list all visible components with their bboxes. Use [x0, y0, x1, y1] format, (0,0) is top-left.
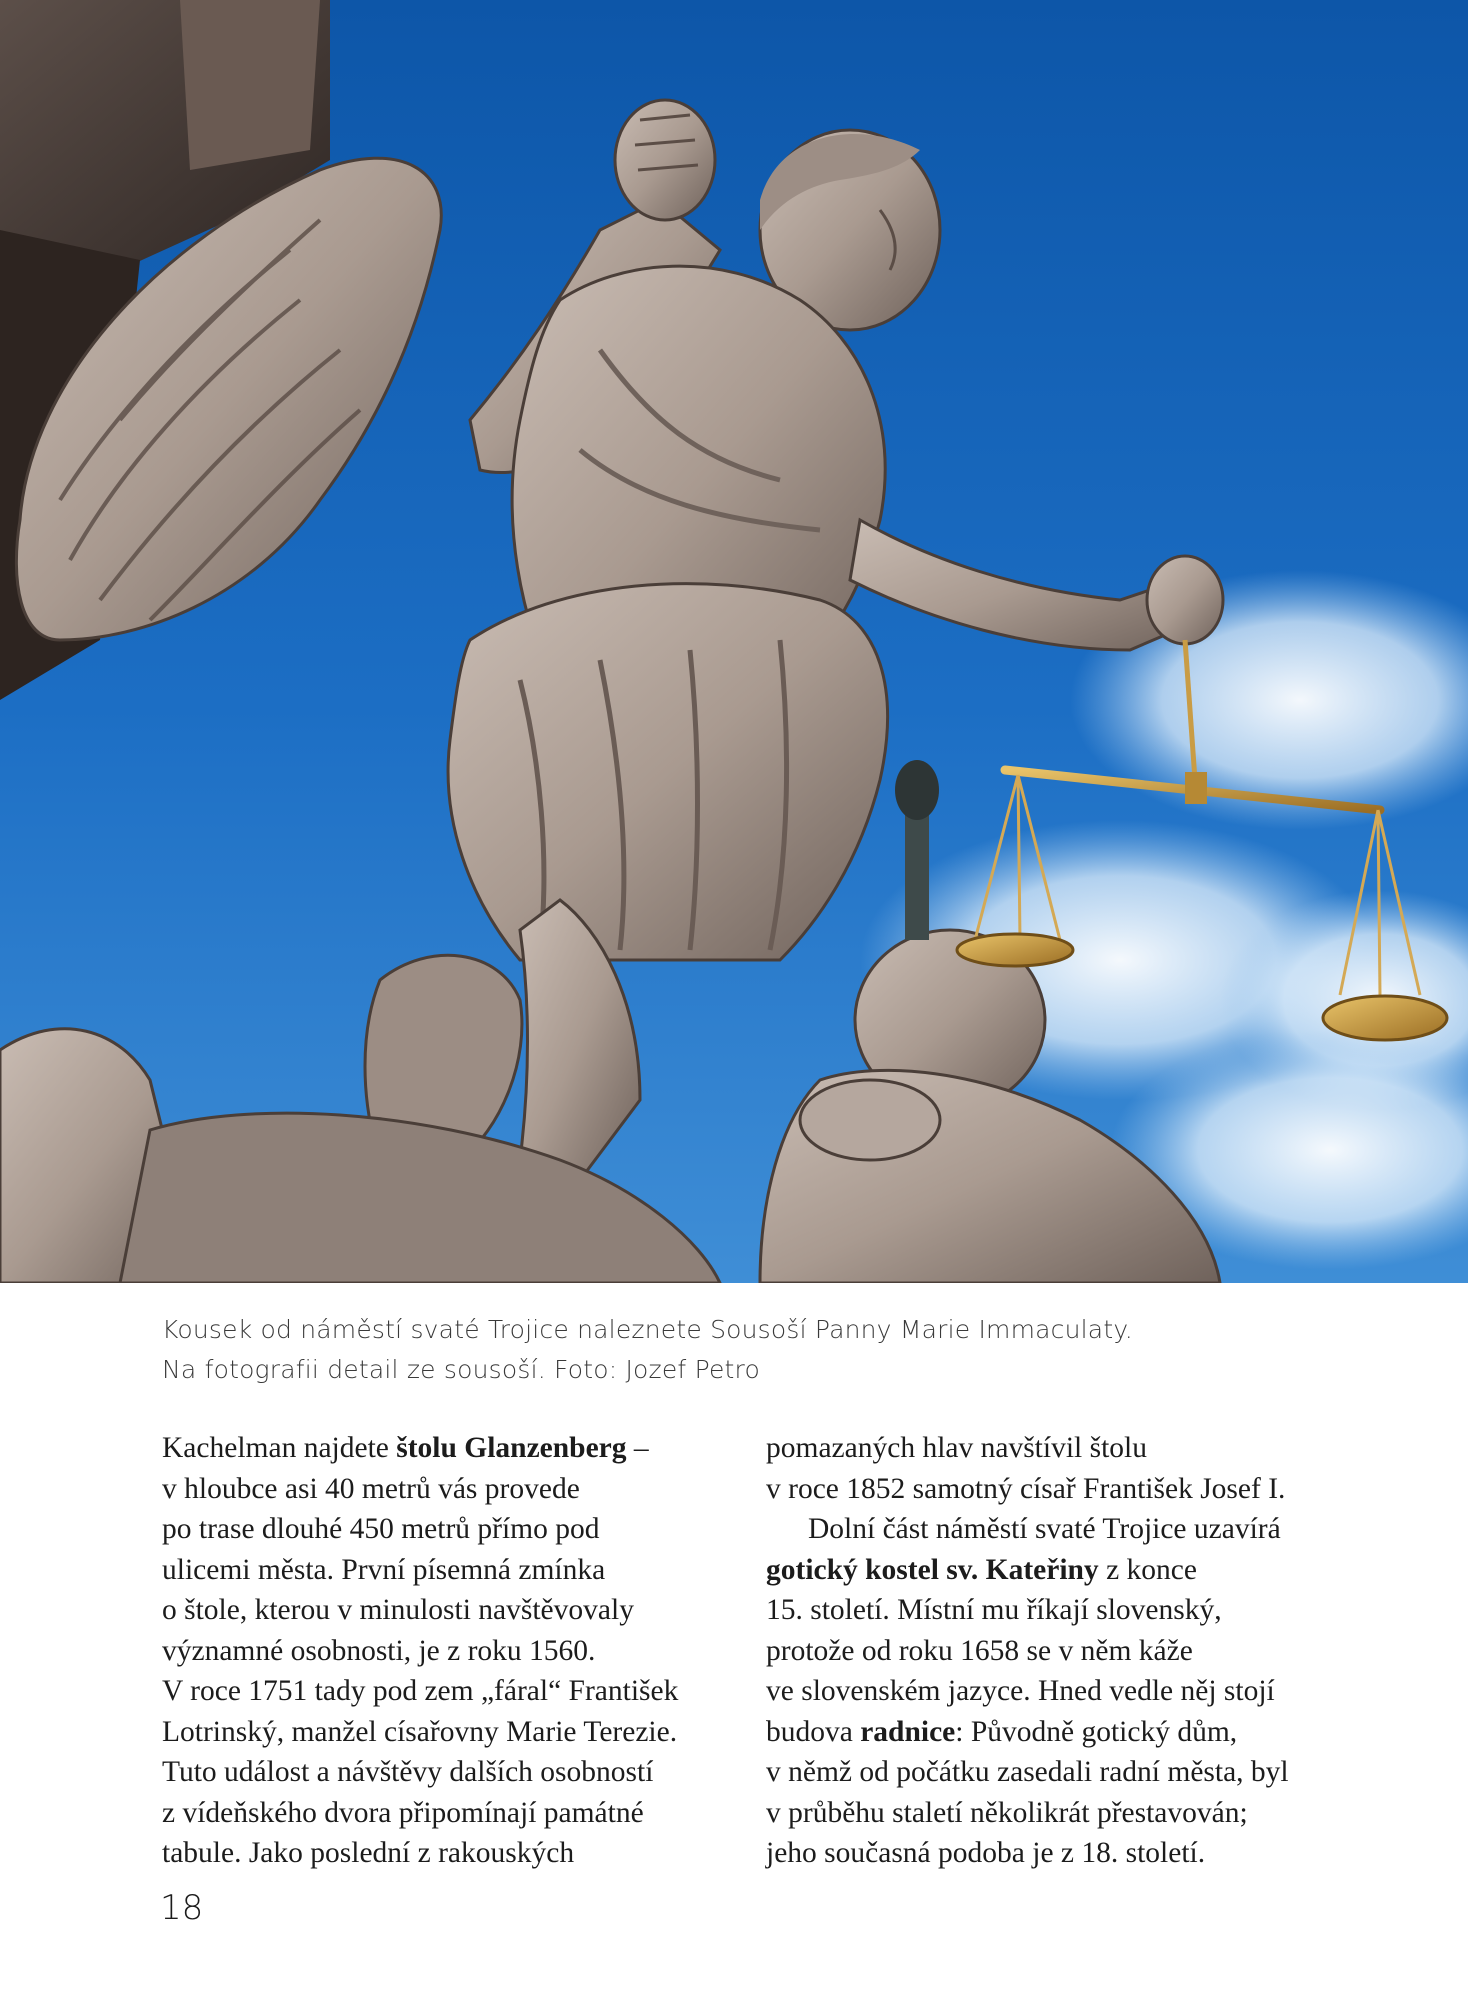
body-column-left — [162, 1428, 722, 1874]
page-number: 18 — [160, 1888, 204, 1928]
body-line: Dolní část náměstí svaté Trojice uzavírá — [808, 1513, 1281, 1545]
body-line: tabule. Jako poslední z rakouských — [162, 1837, 575, 1869]
photo-caption — [162, 1310, 1362, 1390]
body-text: z konce — [1098, 1553, 1197, 1586]
body-text: budova — [766, 1715, 861, 1748]
body-line: 15. století. Místní mu říkají slovenský, — [766, 1594, 1222, 1626]
body-line: ulicemi města. První písemná zmínka — [162, 1553, 606, 1586]
body-line: v němž od počátku zasedali radní města, byl — [766, 1756, 1289, 1788]
body-line: V roce 1751 tady pod zem „fáral“ František — [162, 1675, 679, 1707]
body-text: : Původně gotický dům, — [955, 1715, 1238, 1748]
body-line: v hloubce asi 40 metrů vás provede — [162, 1472, 580, 1505]
body-line: Lotrinský, manžel císařovny Marie Terezie. — [162, 1715, 678, 1748]
body-line: významné osobnosti, je z roku 1560. — [162, 1634, 596, 1667]
body-line: v průběhu staletí několikrát přestavován; — [766, 1796, 1248, 1829]
caption-line: Na fotografii detail ze sousoší. Foto: Jozef Petro — [162, 1355, 760, 1384]
caption-line: Kousek od náměstí svaté Trojice naleznete Sousoší Panny Marie Immaculaty. — [162, 1315, 1133, 1344]
body-line — [766, 1550, 1326, 1591]
highlight-town-hall: radnice — [860, 1715, 956, 1748]
body-line: Tuto událost a návštěvy dalších osobností — [162, 1756, 654, 1788]
body-line: v roce 1852 samotný císař František Josef I. — [766, 1472, 1286, 1505]
body-line — [162, 1428, 722, 1469]
body-line: ve slovenském jazyce. Hned vedle něj stojí — [766, 1675, 1275, 1707]
body-line: po trase dlouhé 450 metrů přímo pod — [162, 1513, 600, 1545]
body-line: o štole, kterou v minulosti navštěvovaly — [162, 1594, 634, 1626]
body-column-right — [766, 1428, 1326, 1874]
body-line: protože od roku 1658 se v něm káže — [766, 1634, 1193, 1667]
highlight-gothic-church: gotický kostel sv. Kateřiny — [766, 1553, 1099, 1586]
highlight-stola-glanzenberg: štolu Glanzenberg — [396, 1432, 627, 1464]
body-text: Kachelman najdete — [162, 1432, 397, 1464]
body-text: – — [626, 1432, 649, 1464]
body-line: z vídeňského dvora připomínají památné — [162, 1796, 644, 1829]
body-line: jeho současná podoba je z 18. století. — [766, 1837, 1206, 1869]
body-line: pomazaných hlav navštívil štolu — [766, 1432, 1147, 1464]
body-line — [766, 1712, 1326, 1753]
